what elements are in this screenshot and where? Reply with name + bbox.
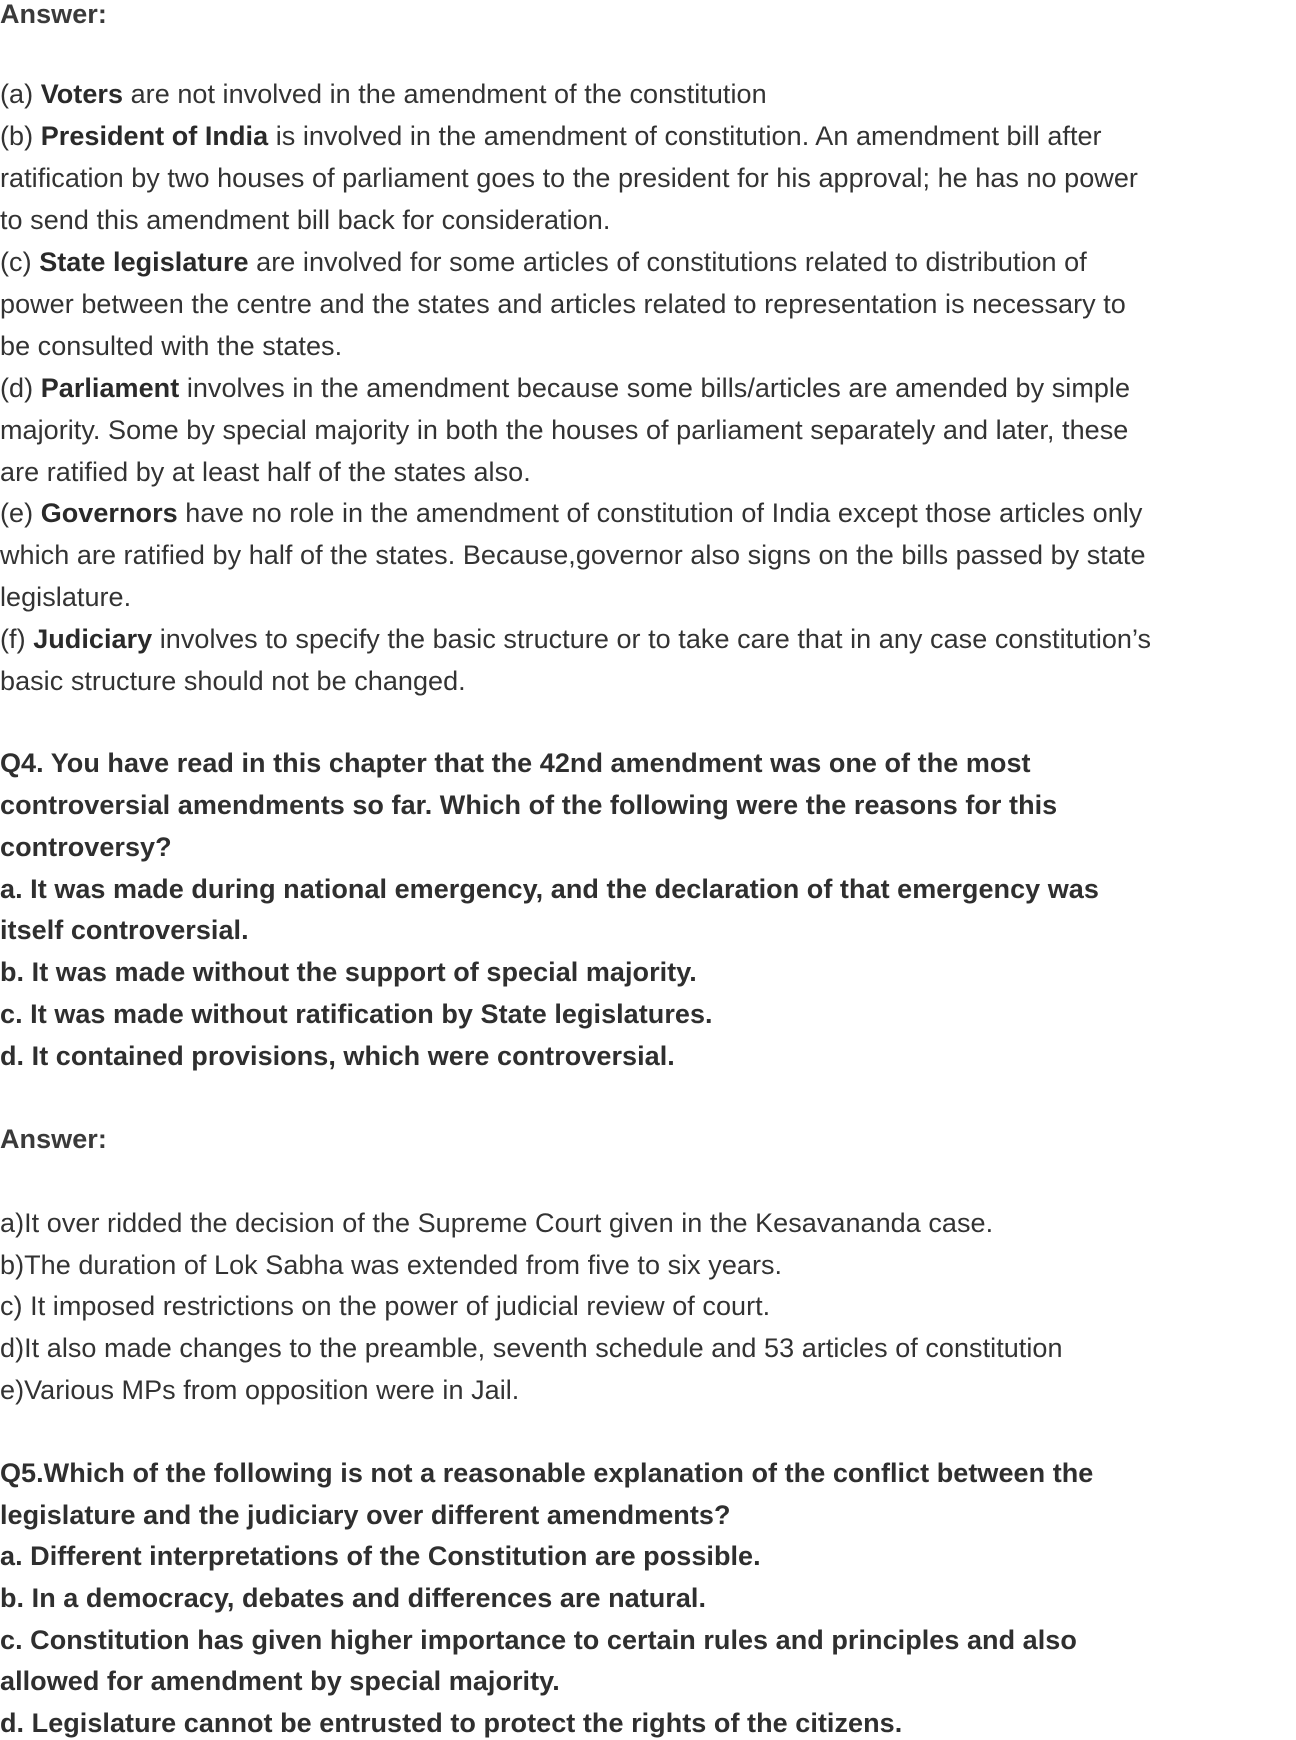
question-4-option-a: a. It was made during national emergency, and the declaration of that emergency was	[0, 874, 1099, 904]
answer-item-d-line-2: majority. Some by special majority in both the houses of parliament separately and later, these	[0, 415, 1129, 445]
answer-item-c	[0, 245, 1087, 279]
item-text: are involved for some articles of constitutions related to distribution of	[248, 247, 1087, 277]
item-term: Voters	[40, 79, 124, 109]
question-4-option-d: d. It contained provisions, which were controversial.	[0, 1041, 675, 1071]
answer-2-item-a: a)It over ridded the decision of the Supreme Court given in the Kesavananda case.	[0, 1208, 994, 1238]
answer-item-e-line-3: legislature.	[0, 582, 132, 612]
answer-item-c-line-3: be consulted with the states.	[0, 331, 343, 361]
question-4-line-2: controversial amendments so far. Which of the following were the reasons for this	[0, 790, 1058, 820]
answer-item-b-line-3: to send this amendment bill back for consideration.	[0, 205, 611, 235]
answer-item-c-line-2: power between the centre and the states and articles related to representation is necessary to	[0, 289, 1126, 319]
question-4-option-a-line-2: itself controversial.	[0, 915, 249, 945]
item-prefix: (c)	[0, 247, 40, 277]
answer-item-b	[0, 119, 1102, 153]
question-5-option-c: c. Constitution has given higher importance to certain rules and principles and also	[0, 1625, 1077, 1655]
item-text: have no role in the amendment of constitution of India except those articles only	[177, 498, 1143, 528]
question-4-line-3: controversy?	[0, 832, 172, 862]
answer-item-d	[0, 371, 1130, 405]
item-prefix: (f)	[0, 624, 34, 654]
item-term: Judiciary	[33, 624, 153, 654]
question-5-option-a: a. Different interpretations of the Constitution are possible.	[0, 1541, 761, 1571]
answer-item-e	[0, 496, 1142, 530]
question-5-option-c-line-2: allowed for amendment by special majority.	[0, 1666, 560, 1696]
item-text: are not involved in the amendment of the constitution	[123, 79, 767, 109]
item-text: involves to specify the basic structure or to take care that in any case constitution’s	[152, 624, 1152, 654]
item-term: Governors	[40, 498, 178, 528]
item-term: President of India	[40, 121, 269, 151]
question-4-line-1: Q4. You have read in this chapter that the 42nd amendment was one of the most	[0, 748, 1031, 778]
answer-item-b-line-2: ratification by two houses of parliament goes to the president for his approval; he has no power	[0, 163, 1138, 193]
answer-2-item-c: c) It imposed restrictions on the power of judicial review of court.	[0, 1291, 771, 1321]
answer-2-item-d: d)It also made changes to the preamble, seventh schedule and 53 articles of constitution	[0, 1333, 1063, 1363]
answer-item-a	[0, 77, 767, 111]
answer-2-item-e: e)Various MPs from opposition were in Jail.	[0, 1375, 520, 1405]
answer-item-d-line-3: are ratified by at least half of the states also.	[0, 457, 531, 487]
question-5-line-1: Q5.Which of the following is not a reasonable explanation of the conflict between the	[0, 1458, 1094, 1488]
answer-item-e-line-2: which are ratified by half of the states. Because,governor also signs on the bills passed by state	[0, 540, 1146, 570]
item-prefix: (e)	[0, 498, 41, 528]
item-text: is involved in the amendment of constitution. An amendment bill after	[268, 121, 1102, 151]
item-prefix: (d)	[0, 373, 41, 403]
answer-heading: Answer:	[0, 0, 107, 29]
answer-2-item-b: b)The duration of Lok Sabha was extended from five to six years.	[0, 1250, 783, 1280]
question-4-option-b: b. It was made without the support of special majority.	[0, 957, 697, 987]
item-text: involves in the amendment because some bills/articles are amended by simple	[179, 373, 1131, 403]
question-5-line-2: legislature and the judiciary over different amendments?	[0, 1500, 731, 1530]
item-prefix: (b)	[0, 121, 41, 151]
answer-item-f	[0, 622, 1151, 656]
item-prefix: (a)	[0, 79, 41, 109]
item-term: State legislature	[39, 247, 249, 277]
question-5-option-d: d. Legislature cannot be entrusted to protect the rights of the citizens.	[0, 1708, 903, 1738]
answer-heading-2: Answer:	[0, 1124, 107, 1154]
item-term: Parliament	[40, 373, 180, 403]
question-4-option-c: c. It was made without ratification by State legislatures.	[0, 999, 713, 1029]
question-5-option-b: b. In a democracy, debates and differences are natural.	[0, 1583, 707, 1613]
answer-item-f-line-2: basic structure should not be changed.	[0, 666, 466, 696]
